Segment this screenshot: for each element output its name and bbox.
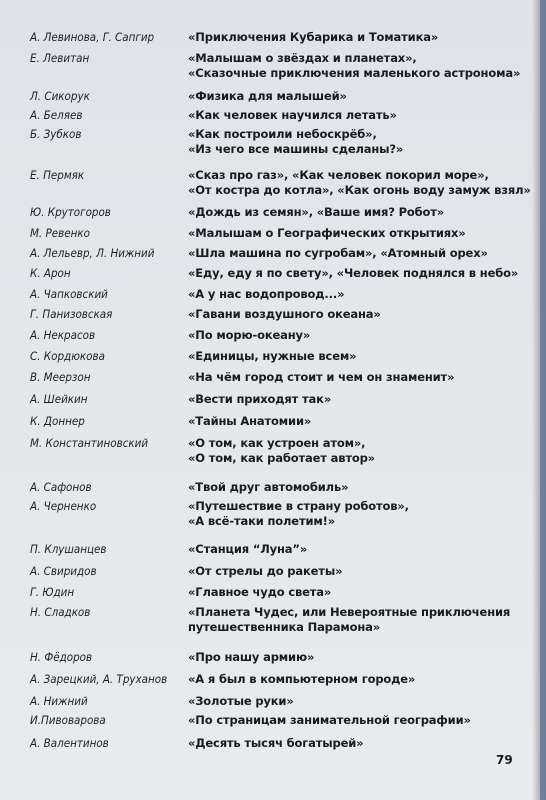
entry-title-line: «Шла машина по сугробам», «Атомный орех» <box>188 246 488 260</box>
entry-titles <box>188 585 518 600</box>
entry-titles <box>188 287 518 302</box>
entry-author: Г. Панизовская <box>30 307 113 321</box>
entry-author: А. Беляев <box>30 108 83 122</box>
entry-author: А. Черненко <box>30 499 97 513</box>
entry-titles <box>188 307 518 322</box>
entry-titles <box>188 499 518 529</box>
page-number: 79 <box>496 753 513 767</box>
entry-author: П. Клушанцев <box>30 542 107 556</box>
entry-author: Н. Сладков <box>30 605 91 619</box>
entry-author: К. Доннер <box>30 414 85 428</box>
entry-title-line: «О том, как устроен атом», <box>188 436 366 450</box>
entry-title-line: «Путешествие в страну роботов», <box>188 499 409 513</box>
entry-title-line: путешественника Парамона» <box>188 620 381 634</box>
entry-author: А. Зарецкий, А. Труханов <box>30 672 168 686</box>
entry-titles <box>188 672 518 687</box>
entry-title-line: «Как построили небоскрёб», <box>188 127 377 141</box>
entry-title-line: «О том, как работает автор» <box>188 451 375 465</box>
entry-titles <box>188 108 518 123</box>
entry-titles <box>188 694 518 709</box>
entry-author: Л. Сикорук <box>30 89 90 103</box>
entry-title-line: «Дождь из семян», «Ваше имя? Робот» <box>188 205 445 219</box>
entry-author: Н. Фёдоров <box>30 650 93 664</box>
entry-titles <box>188 168 531 198</box>
entry-author: И.Пивоварова <box>30 713 106 727</box>
entry-author: М. Константиновский <box>30 436 149 450</box>
entry-titles <box>188 650 518 665</box>
entry-titles <box>188 30 518 45</box>
entry-title-line: «Еду, еду я по свету», «Человек поднялся в небо» <box>188 266 519 280</box>
entry-title-line: «Твой друг автомобиль» <box>188 480 349 494</box>
entry-titles <box>188 349 518 364</box>
entry-titles <box>188 89 518 104</box>
entry-title-line: «Планета Чудес, или Невероятные приключения <box>188 605 511 619</box>
entry-title-line: «Десять тысяч богатырей» <box>188 736 364 750</box>
entry-author: Е. Левитан <box>30 51 90 65</box>
entry-titles <box>188 246 518 261</box>
entry-titles <box>188 370 518 385</box>
entry-author: А. Нижний <box>30 694 88 708</box>
entry-title-line: «На чём город стоит и чем он знаменит» <box>188 370 455 384</box>
entry-author: Г. Юдин <box>30 585 75 599</box>
entry-title-line: «А у нас водопровод...» <box>188 287 345 301</box>
entry-titles <box>188 226 518 241</box>
entry-author: Е. Пермяк <box>30 168 85 182</box>
entry-author: М. Ревенко <box>30 226 90 240</box>
entry-title-line: «Золотые руки» <box>188 694 294 708</box>
entry-title-line: «Про нашу армию» <box>188 650 315 664</box>
entry-title-line: «От стрелы до ракеты» <box>188 564 343 578</box>
entry-author: Б. Зубков <box>30 127 82 141</box>
entry-author: К. Арон <box>30 266 71 280</box>
entry-author: А. Чапковский <box>30 287 108 301</box>
entry-titles <box>188 736 518 751</box>
entry-titles <box>188 436 518 466</box>
page-edge-shadow <box>532 0 540 800</box>
entry-author: С. Кордюкова <box>30 349 105 363</box>
entry-title-line: «От костра до котла», «Как огонь воду замуж взял» <box>188 183 531 197</box>
entry-titles <box>188 414 518 429</box>
entry-titles <box>188 542 518 557</box>
entry-title-line: «Единицы, нужные всем» <box>188 349 357 363</box>
entry-author: А. Лельевр, Л. Нижний <box>30 246 155 260</box>
entry-title-line: «Главное чудо света» <box>188 585 332 599</box>
entry-title-line: «Приключения Кубарика и Томатика» <box>188 30 439 44</box>
entry-title-line: «По морю-океану» <box>188 328 311 342</box>
entry-title-line: «А я был в компьютерном городе» <box>188 672 416 686</box>
entry-author: А. Некрасов <box>30 328 96 342</box>
entry-author: А. Левинова, Г. Сапгир <box>30 30 155 44</box>
entry-titles <box>188 266 518 281</box>
entry-titles <box>188 713 518 728</box>
entry-titles <box>188 392 518 407</box>
entry-title-line: «Станция “Луна”» <box>188 542 308 556</box>
entry-author: В. Меерзон <box>30 370 91 384</box>
entry-titles <box>188 564 518 579</box>
entry-title-line: «Малышам о Географических открытиях» <box>188 226 466 240</box>
entry-titles <box>188 127 518 157</box>
entry-title-line: «Гавани воздушного океана» <box>188 307 381 321</box>
entry-title-line: «Из чего все машины сделаны?» <box>188 142 404 156</box>
entry-titles <box>188 205 518 220</box>
entry-author: Ю. Крутогоров <box>30 205 111 219</box>
entry-title-line: «А всё-таки полетим!» <box>188 514 336 528</box>
entry-author: А. Сафонов <box>30 480 92 494</box>
entry-title-line: «Вести приходят так» <box>188 392 332 406</box>
entry-title-line: «Как человек научился летать» <box>188 108 397 122</box>
entry-title-line: «Сказ про газ», «Как человек покорил море», <box>188 168 489 182</box>
entry-title-line: «Тайны Анатомии» <box>188 414 312 428</box>
entry-author: А. Шейкин <box>30 392 88 406</box>
entry-titles <box>188 51 521 81</box>
entry-author: А. Валентинов <box>30 736 109 750</box>
entry-author: А. Свиридов <box>30 564 97 578</box>
entry-title-line: «По страницам занимательной географии» <box>188 713 471 727</box>
entry-title-line: «Сказочные приключения маленького астронома» <box>188 66 521 80</box>
entry-title-line: «Физика для малышей» <box>188 89 347 103</box>
entry-titles <box>188 480 518 495</box>
entry-title-line: «Малышам о звёздах и планетах», <box>188 51 417 65</box>
entry-titles <box>188 605 518 635</box>
entry-titles <box>188 328 518 343</box>
